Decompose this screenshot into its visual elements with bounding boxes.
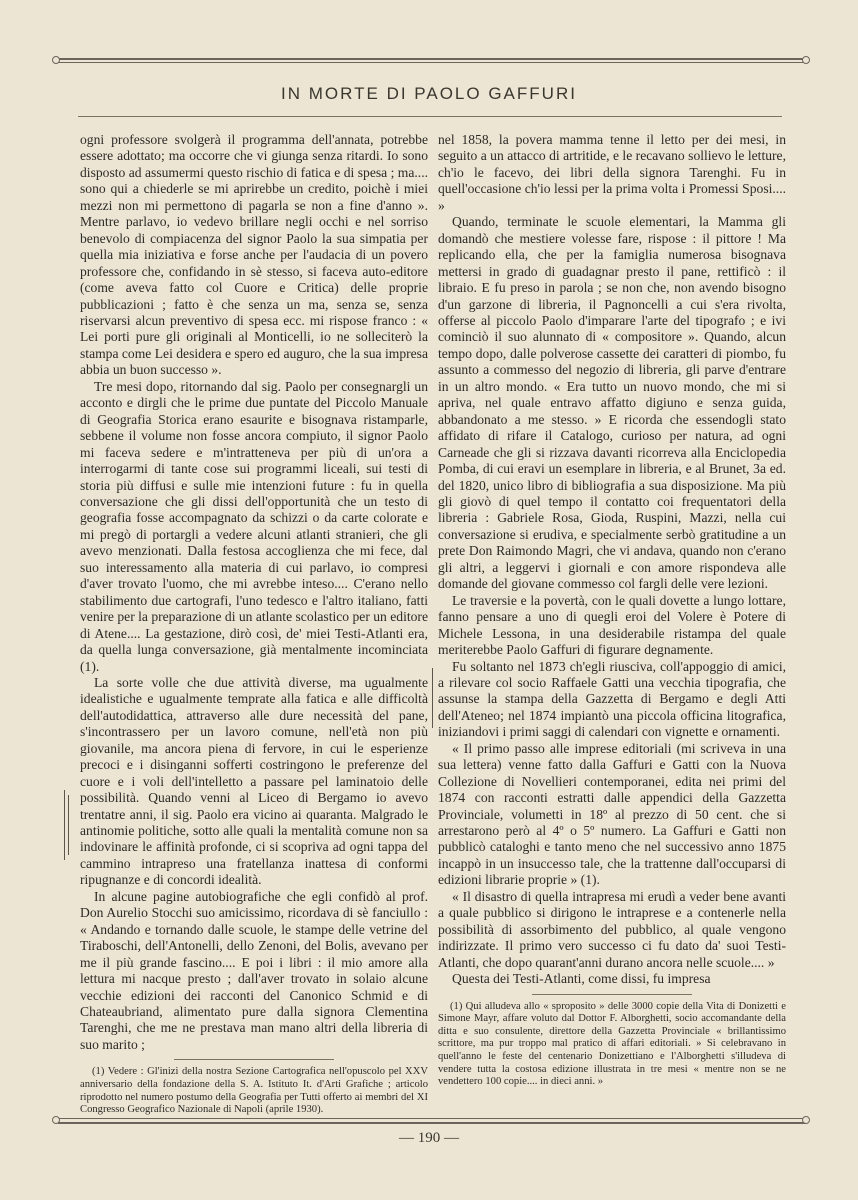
top-border-rule-inner <box>58 62 806 63</box>
paragraph: In alcune pagine autobiografiche che egli confidò al prof. Don Aurelio Stocchi suo amicissimo, ricordava di sè fanciullo : « Andando e tornando dalle scuole, le stampe delle vetrine del Tiraboschi, dell'Antonelli, dello Zenoni, del Bolis, avevano per me il più grande fascino.... E poi i libri : il mio amore alla lettura mi nacque presto ; dall'aver trovato in solaio alcune vecchie edizioni dei racconti del Canonico Schmid e di Chateaubriand, alimentato pure dalla signora Clementina Tarenghi, che me ne prestava man mano altri della libreria di suo marito ; <box>80 888 428 1052</box>
page-title: IN MORTE DI PAOLO GAFFURI <box>281 84 577 103</box>
footnote-divider <box>532 994 692 995</box>
margin-annotation-mark <box>432 668 433 728</box>
footnote <box>438 1001 786 1089</box>
footnote-text: (1) Vedere : Gl'inizi della nostra Sezione Cartografica nell'opuscolo pel XXV anniversario della fondazione della S. A. Istituto It. d'Arti Grafiche ; articolo riprodotto nel numero postumo della Geografia per Tutti offerto ai membri del XI Congresso Geografico Nazionale di Napoli (aprile 1930). <box>80 1066 428 1116</box>
bottom-border-rule-outer <box>58 1122 806 1124</box>
corner-ornament-icon <box>802 1116 810 1124</box>
footnote <box>80 1066 428 1116</box>
margin-annotation-mark <box>64 790 65 860</box>
paragraph: Quando, terminate le scuole elementari, la Mamma gli domandò che mestiere volesse fare, rispose : il pittore ! Ma replicando ella, che per la famiglia numerosa bisognava mettersi in grado di guadagnar presto il pane, rettificò : il libraio. E fu preso in parola ; se non che, non avendo bisogno d'un garzone di libreria, il Pagnoncelli a cui s'era rivolta, offerse al piccolo Paolo d'imparare l'arte del tipografo ; e ivi cominciò il suo alunnato di « compositore ». Quando, alcun tempo dopo, dalle polverose cassette dei caratteri di piombo, fu assunto a commesso del negozio di libreria, gli parve d'entrare in un altro mondo. « Era tutto un nuovo mondo, che mi si apriva, nel quale entravo affatto digiuno e senza guida, abbandonato a me stesso. » E ricorda che essendogli stato affidato di rifare il Catalogo, curioso per natura, ad ogni Carneade che gli si rizzava davanti ricorreva alla Enciclopedia Pomba, di cui eravi un esemplare in libreria, e al Brunet, 3a ed. del 1820, unico libro di bibliografia a sua disposizione. Ma più gli giovò di quel tempo il contatto coi frequentatori della libreria : Gabriele Rosa, Gioda, Ruspini, Mazzi, nella cui conversazione si erudiva, e specialmente serbò gratitudine a un prete Don Raimondo Magri, che vi andava, quando non c'erano gli altri, a leggervi i giornali e con amore rispondeva alle domande del giovane commesso col fargli delle vere lezioni. <box>438 214 786 592</box>
top-border-rule <box>58 58 806 60</box>
corner-ornament-icon <box>802 56 810 64</box>
right-column <box>438 132 786 1089</box>
paragraph: Le traversie e la povertà, con le quali dovette a lungo lottare, fanno pensare a uno di quegli eroi del Volere è Potere di Michele Lessona, in una desiderabile ristampa del quale meriterebbe Paolo Gaffuri di figurare degnamente. <box>438 592 786 658</box>
title-underline <box>78 116 782 117</box>
paragraph: « Il disastro di quella intrapresa mi erudì a veder bene avanti a quale pubblico si dirigono le intraprese e a contenerle nella possibilità di assorbimento del pubblico, al quale vengono indirizzate. Il primo vero successo ci fu dato da' suoi Testi-Atlanti, che dopo quarant'anni durano ancora nelle scuole.... » <box>438 888 786 970</box>
footnote-text: (1) Qui alludeva allo « sproposito » delle 3000 copie della Vita di Donizetti e Simone Mayr, affare voluto dal Dottor F. Alborghetti, socio accomandante della ditta e suo consulente, direttore della Gazzetta Provinciale « brillantissimo scrittore, ma pur troppo mal pratico di affari editoriali. » Si celebravano in quell'anno le feste del centenario Donizettiano e l'Alborghetti s'illudeva di vendere tutta la costosa edizione illustrata in tre mesi « mentre non se ne vendettero 100 copie.... in dieci anni. » <box>438 1000 786 1088</box>
paragraph: Tre mesi dopo, ritornando dal sig. Paolo per consegnargli un acconto e dirgli che le prime due puntate del Piccolo Manuale di Geografia Storica erano esaurite e bisognava ristamparle, sebbene il volume non fosse ancora compiuto, il signor Paolo mi faceva sedere e m'intratteneva per più di un'ora a interrogarmi di tante cose sui programmi liceali, sui testi di storia più diffusi e sulle mie intenzioni future : fu in quella conversazione che gli dissi dell'opportunità che un testo di geografia fosse accompagnato da schizzi o da carte colorate e mi pregò di portargli a vedere alcuni atlanti stranieri, che gli avevo menzionati. Dalla festosa accoglienza che mi fece, dal suo interessamento alla materia di cui parlavo, io compresi d'aver trovato l'uomo, che mi avrebbe inteso.... C'erano nello stabilimento due cartografi, l'uno tedesco e l'altro italiano, fatti venire per la preparazione di un atlante scolastico per un editore di Atene.... La gestazione, dirò così, de' miei Testi-Atlanti era, da quella lunga conversazione, già mentalmente incominciata (1). <box>80 378 428 674</box>
bottom-border-rule <box>58 1118 806 1119</box>
left-column <box>80 132 428 1117</box>
corner-ornament-icon <box>52 1116 60 1124</box>
paragraph: La sorte volle che due attività diverse, ma ugualmente idealistiche e ugualmente temprate alla fatica e alle difficoltà dell'autodidattica, attraverso alle dure necessità del pane, s'incontrassero per un lavoro comune, nell'età non più giovanile, ma ancora piena di fervore, in cui le esperienze precoci e i disinganni sofferti costringono le preferenze del cuore e i voli dell'intelletto a passare pel laminatoio delle possibilità. Quando venni al Liceo di Bergamo io avevo trentatre anni, il sig. Paolo era vicino ai quaranta. Malgrado le antinomie politiche, sotto alle quali la mentalità comune non sa indovinare le affinità profonde, ci si scopriva ad ogni tappa del cammino intrapreso una fratellanza inattesa di conformi ripugnanze e di concordi idealità. <box>80 674 428 888</box>
corner-ornament-icon <box>52 56 60 64</box>
footnote-divider <box>174 1059 334 1060</box>
paragraph: Questa dei Testi-Atlanti, come dissi, fu impresa <box>452 971 711 987</box>
paragraph: « Il primo passo alle imprese editoriali (mi scriveva in una sua lettera) venne fatto dalla Gaffuri e Gatti con la Nuova Collezione di Novellieri contemporanei, edita nei primi del 1874 con racconti estratti dalle appendici della Gazzetta Provinciale, volumetti in 18º al prezzo di 50 cent. che si arrestarono però al 4º o 5º numero. La Gaffuri e Gatti non pubblicò cataloghi e tanto meno che nel successivo anno 1875 incappò in un insuccesso tale, che la trattenne dall'occuparsi di edizioni librarie proprie » (1). <box>438 740 786 888</box>
page-number: — 190 — <box>399 1130 459 1146</box>
margin-annotation-mark <box>68 795 69 855</box>
paragraph: Fu soltanto nel 1873 ch'egli riusciva, coll'appoggio di amici, a rilevare col socio Raffaele Gatti una vecchia tipografia, che assunse la stampa della Gazzetta di Bergamo e degli Atti dell'Ateneo; nel 1874 impiantò una piccola officina litografica, iniziandovi i primi saggi di calendari con vignette e ornamenti. <box>438 658 786 740</box>
paragraph: ogni professore svolgerà il programma dell'annata, potrebbe essere adottato; ma occorre che vi giunga senza ritardi. Io sono disposto ad assumermi questo rischio di fatica e di spesa ; ma.... sono qui a chiederle se mi aprirebbe un credito, poichè i miei mezzi non mi permettono di pagarla se non a fine d'anno ». Mentre parlavo, io vedevo brillare negli occhi e nel sorriso benevolo di compiacenza del signor Paolo la sua simpatia per quella mia iniziativa e forse anche per l'audacia di un povero professore che, confidando in sè stesso, si faceva auto-editore (come aveva fatto col Cuore e Critica) delle proprie pubblicazioni ; fatto è che senza un ma, senza se, senza riservarsi alcun preventivo di spesa ecc. mi rispose franco : « Lei porti pure gli originali al Monticelli, io ne solleciterò la stampa come Lei desidera e spero ed auguro, che la sua impresa abbia un buon successo ». <box>80 132 429 378</box>
paragraph: nel 1858, la povera mamma tenne il letto per dei mesi, in seguito a un attacco di artritide, e le recavano sollievo le letture, ch'io le facevo, dei libri della signora Tarenghi. Fu in quell'occasione ch'io lessi per la prima volta i Promessi Sposi.... » <box>438 132 786 213</box>
